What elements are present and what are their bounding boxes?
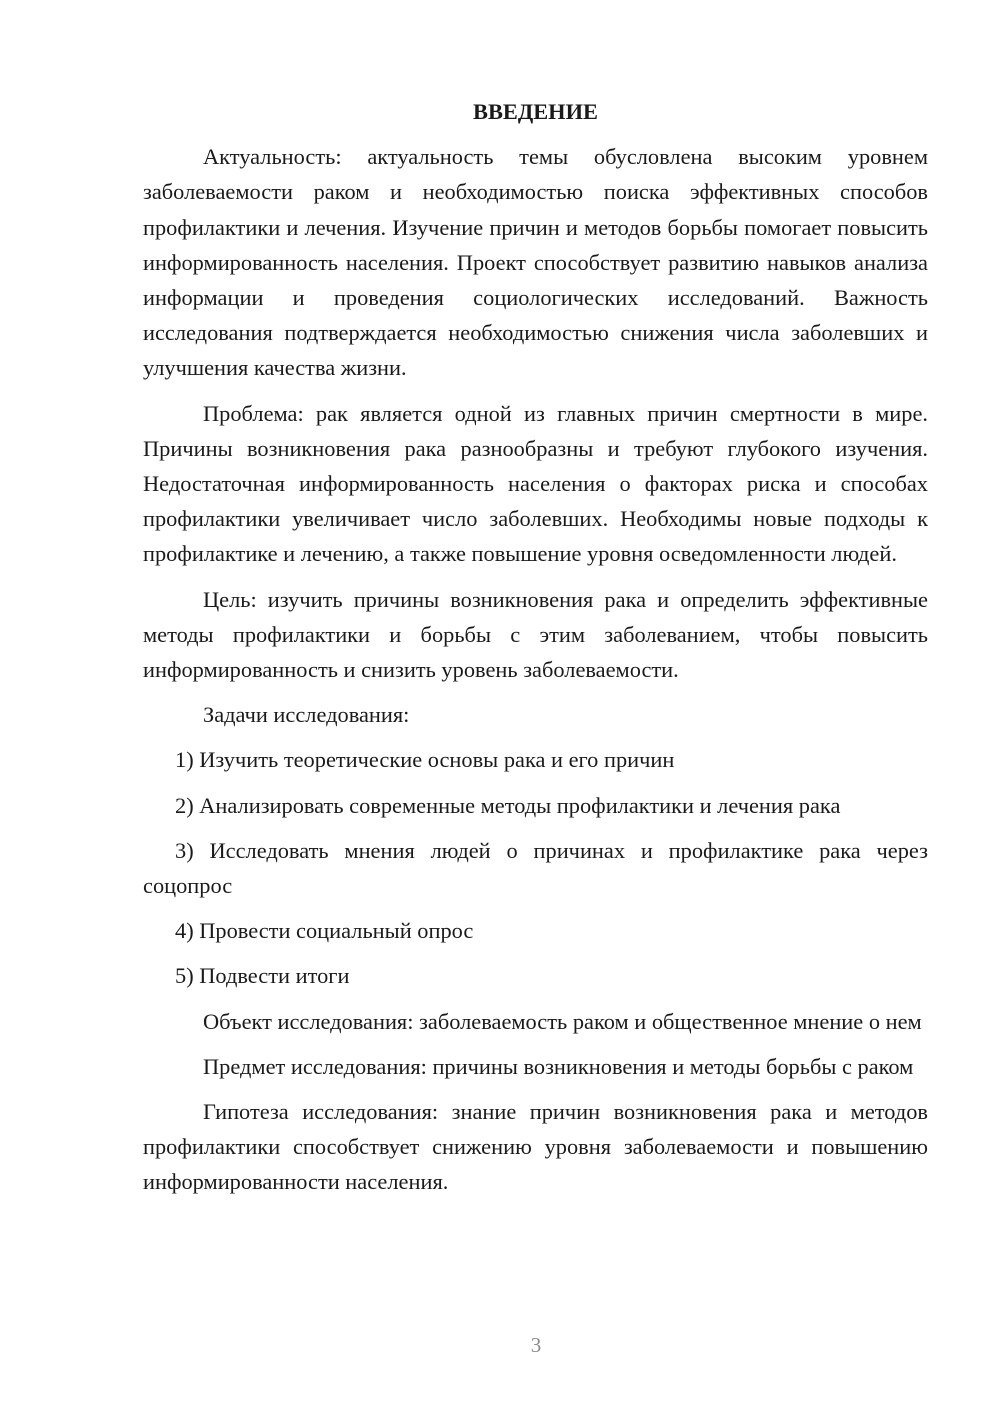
task-item-4: 4) Провести социальный опрос xyxy=(175,918,474,944)
page-content xyxy=(143,94,928,1210)
task-item-1: 1) Изучить теоретические основы рака и его причин xyxy=(175,747,675,773)
tasks-heading: Задачи исследования: xyxy=(203,702,410,728)
problem-paragraph: Проблема: рак является одной из главных причин смертности в мире. Причины возникновения рака разнообразны и требуют глубокого изучения. Недостаточная информированность населения о факторах риска и способах профилактики увеличивает число заболевших. Необходимы новые подходы к профилактике и лечению, а также повышение уровня осведомленности людей. xyxy=(143,400,928,567)
goal-paragraph: Цель: изучить причины возникновения рака и определить эффективные методы профилактики и борьбы с этим заболеванием, чтобы повысить информированность и снизить уровень заболеваемости. xyxy=(143,586,928,683)
subject-paragraph: Предмет исследования: причины возникновения и методы борьбы с раком xyxy=(203,1053,914,1079)
task-item-5: 5) Подвести итоги xyxy=(175,963,350,989)
hypothesis-paragraph: Гипотеза исследования: знание причин возникновения рака и методов профилактики способствует снижению уровня заболеваемости и повышению информированности населения. xyxy=(143,1099,928,1195)
object-paragraph: Объект исследования: заболеваемость раком и общественное мнение о нем xyxy=(203,1008,922,1034)
task-item-3: 3) Исследовать мнения людей о причинах и профилактике рака через соцопрос xyxy=(143,837,928,899)
page-title: ВВЕДЕНИЕ xyxy=(473,99,598,124)
relevance-paragraph: Актуальность: актуальность темы обусловлена высоким уровнем заболеваемости раком и необходимостью поиска эффективных способов профилактики и лечения. Изучение причин и методов борьбы помогает повысить информированность населения. Проект способствует развитию навыков анализа информации и проведения социологических исследований. Важность исследования подтверждается необходимостью снижения числа заболевших и улучшения качества жизни. xyxy=(143,144,928,381)
page-number: 3 xyxy=(530,1333,542,1357)
task-item-2: 2) Анализировать современные методы профилактики и лечения рака xyxy=(175,792,841,818)
